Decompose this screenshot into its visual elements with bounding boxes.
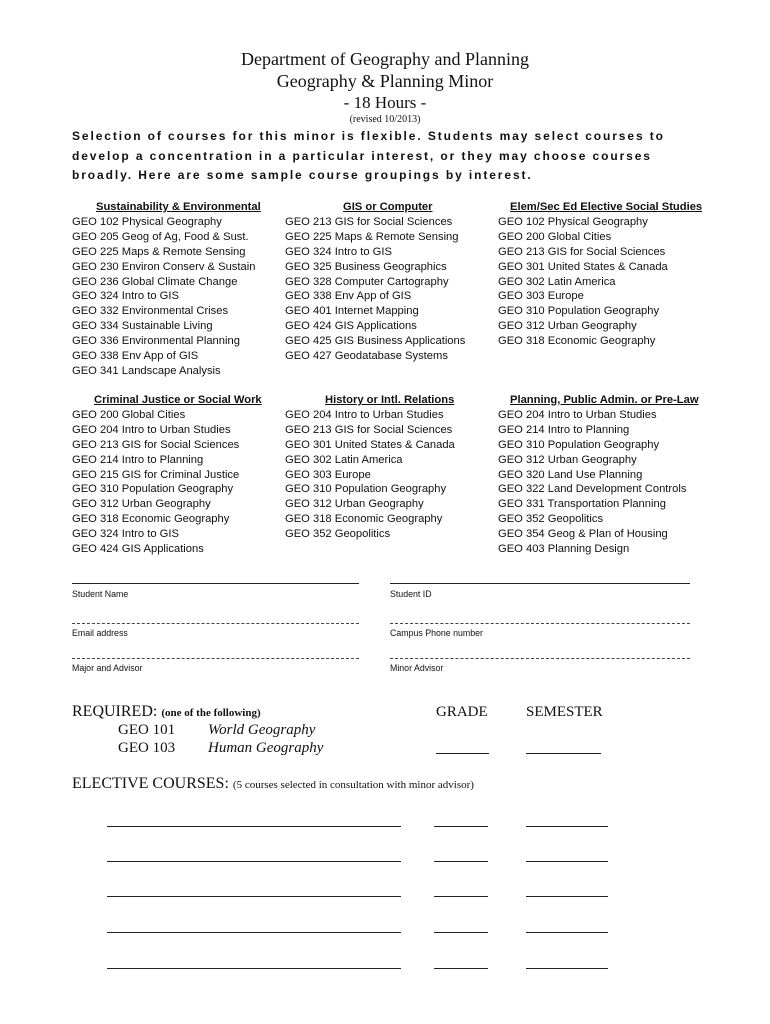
course-item: GEO 200 Global Cities	[498, 230, 612, 243]
course-item: GEO 303 Europe	[498, 290, 584, 303]
student-name-label: Student Name	[72, 589, 129, 599]
elective-course-line[interactable]	[107, 932, 401, 933]
course-item: GEO 318 Economic Geography	[498, 335, 656, 348]
elective-grade-line[interactable]	[434, 826, 488, 827]
course-item: GEO 328 Computer Cartography	[285, 275, 449, 288]
course-item: GEO 213 GIS for Social Sciences	[498, 245, 666, 258]
required-semester-line[interactable]	[526, 753, 601, 754]
course-item: GEO 336 Environmental Planning	[72, 335, 240, 348]
course-group-history	[285, 393, 500, 542]
course-item: GEO 341 Landscape Analysis	[72, 364, 221, 377]
minor-title: Geography & Planning Minor	[276, 71, 494, 91]
course-item: GEO 214 Intro to Planning	[498, 423, 630, 436]
course-item: GEO 310 Population Geography	[72, 483, 234, 496]
course-group-planning	[498, 393, 713, 557]
course-item: GEO 354 Geog & Plan of Housing	[498, 528, 668, 541]
course-item: GEO 213 GIS for Social Sciences	[285, 423, 453, 436]
elective-course-line[interactable]	[107, 896, 401, 897]
course-title: Human Geography	[208, 740, 324, 756]
course-item: GEO 213 GIS for Social Sciences	[72, 438, 240, 451]
course-item: GEO 424 GIS Applications	[285, 320, 417, 333]
course-item: GEO 214 Intro to Planning	[72, 453, 204, 466]
campus-phone-label: Campus Phone number	[390, 628, 483, 638]
course-item: GEO 301 United States & Canada	[285, 438, 455, 451]
course-item: GEO 302 Latin America	[498, 275, 616, 288]
course-item: GEO 352 Geopolitics	[498, 513, 604, 526]
course-item: GEO 215 GIS for Criminal Justice	[72, 468, 240, 481]
course-item: GEO 225 Maps & Remote Sensing	[72, 245, 246, 258]
elective-course-line[interactable]	[107, 968, 401, 969]
elective-semester-line[interactable]	[526, 932, 608, 933]
required-heading	[72, 703, 261, 721]
group-heading: Sustainability & Environmental	[96, 201, 261, 213]
student-id-label: Student ID	[390, 589, 432, 599]
minor-advisor-line[interactable]	[390, 658, 690, 659]
elective-course-line[interactable]	[107, 861, 401, 862]
course-item: GEO 200 Global Cities	[72, 408, 186, 421]
course-item: GEO 213 GIS for Social Sciences	[285, 215, 453, 228]
course-item: GEO 318 Economic Geography	[285, 513, 443, 526]
course-group-criminal-justice	[72, 393, 287, 557]
course-item: GEO 302 Latin America	[285, 453, 403, 466]
course-item: GEO 312 Urban Geography	[498, 320, 637, 333]
required-colon: :	[152, 703, 158, 720]
course-group-education	[498, 200, 713, 349]
elective-grade-line[interactable]	[434, 932, 488, 933]
elective-semester-line[interactable]	[526, 826, 608, 827]
course-item: GEO 310 Population Geography	[285, 483, 447, 496]
elective-label: ELECTIVE COURSES	[72, 775, 225, 792]
revised-date: (revised 10/2013)	[349, 114, 421, 125]
course-item: GEO 312 Urban Geography	[285, 498, 424, 511]
minor-advisor-label: Minor Advisor	[390, 663, 444, 673]
course-item: GEO 324 Intro to GIS	[285, 245, 392, 258]
intro-paragraph: Selection of courses for this minor is flexible. Students may select courses to develop a concentration in a particular interest, or they may choose courses broadly. Here are some sample course groupings by interest.	[72, 129, 665, 182]
course-item: GEO 403 Planning Design	[498, 543, 630, 556]
course-item: GEO 236 Global Climate Change	[72, 275, 238, 288]
course-item: GEO 318 Economic Geography	[72, 513, 230, 526]
course-item: GEO 312 Urban Geography	[498, 453, 637, 466]
email-label: Email address	[72, 628, 128, 638]
course-title: World Geography	[208, 722, 316, 738]
major-advisor-line[interactable]	[72, 658, 359, 659]
elective-heading	[72, 775, 474, 793]
group-heading: GIS or Computer	[343, 201, 433, 213]
course-item: GEO 325 Business Geographics	[285, 260, 447, 273]
course-item: GEO 310 Population Geography	[498, 305, 660, 318]
course-item: GEO 102 Physical Geography	[498, 215, 648, 228]
required-grade-line[interactable]	[436, 753, 489, 754]
document-header	[0, 48, 770, 126]
elective-grade-line[interactable]	[434, 968, 488, 969]
course-item: GEO 324 Intro to GIS	[72, 290, 179, 303]
student-id-line[interactable]	[390, 583, 690, 584]
required-note: (one of the following)	[161, 707, 261, 719]
course-item: GEO 204 Intro to Urban Studies	[498, 408, 657, 421]
course-item: GEO 324 Intro to GIS	[72, 528, 179, 541]
course-item: GEO 230 Environ Conserv & Sustain	[72, 260, 256, 273]
hours-line: - 18 Hours -	[343, 93, 427, 112]
course-item: GEO 301 United States & Canada	[498, 260, 668, 273]
elective-note: (5 courses selected in consultation with minor advisor)	[232, 779, 474, 791]
elective-colon: :	[224, 775, 229, 792]
course-item: GEO 204 Intro to Urban Studies	[72, 423, 231, 436]
course-code: GEO 103	[118, 740, 176, 756]
course-item: GEO 102 Physical Geography	[72, 215, 222, 228]
course-code: GEO 101	[118, 722, 176, 738]
course-item: GEO 312 Urban Geography	[72, 498, 211, 511]
course-item: GEO 425 GIS Business Applications	[285, 335, 466, 348]
course-item: GEO 332 Environmental Crises	[72, 305, 229, 318]
required-label: REQUIRED	[72, 703, 153, 720]
course-item: GEO 320 Land Use Planning	[498, 468, 643, 481]
course-item: GEO 427 Geodatabase Systems	[285, 350, 448, 363]
course-item: GEO 204 Intro to Urban Studies	[285, 408, 444, 421]
group-heading: History or Intl. Relations	[325, 394, 455, 406]
course-item: GEO 352 Geopolitics	[285, 528, 391, 541]
group-heading: Criminal Justice or Social Work	[94, 394, 262, 406]
course-item: GEO 331 Transportation Planning	[498, 498, 666, 511]
course-group-sustainability	[72, 200, 287, 379]
course-group-gis	[285, 200, 500, 364]
course-item: GEO 424 GIS Applications	[72, 543, 204, 556]
elective-grade-line[interactable]	[434, 861, 488, 862]
grade-header: GRADE	[436, 704, 488, 720]
campus-phone-line[interactable]	[390, 623, 690, 624]
course-item: GEO 205 Geog of Ag, Food & Sust.	[72, 230, 249, 243]
course-item: GEO 338 Env App of GIS	[285, 290, 412, 303]
major-advisor-label: Major and Advisor	[72, 663, 143, 673]
student-name-line[interactable]	[72, 583, 359, 584]
department-title: Department of Geography and Planning	[241, 49, 529, 69]
course-item: GEO 338 Env App of GIS	[72, 350, 199, 363]
elective-course-line[interactable]	[107, 826, 401, 827]
group-heading: Elem/Sec Ed Elective Social Studies	[510, 201, 703, 213]
elective-semester-line[interactable]	[526, 896, 608, 897]
course-item: GEO 401 Internet Mapping	[285, 305, 419, 318]
elective-semester-line[interactable]	[526, 861, 608, 862]
course-item: GEO 322 Land Development Controls	[498, 483, 687, 496]
email-line[interactable]	[72, 623, 359, 624]
semester-header: SEMESTER	[526, 704, 603, 720]
required-course-row	[118, 740, 175, 757]
course-item: GEO 310 Population Geography	[498, 438, 660, 451]
course-item: GEO 303 Europe	[285, 468, 371, 481]
group-heading: Planning, Public Admin. or Pre-Law	[510, 394, 699, 406]
course-item: GEO 334 Sustainable Living	[72, 320, 213, 333]
course-item: GEO 225 Maps & Remote Sensing	[285, 230, 459, 243]
elective-grade-line[interactable]	[434, 896, 488, 897]
elective-semester-line[interactable]	[526, 968, 608, 969]
required-course-row	[118, 722, 175, 739]
